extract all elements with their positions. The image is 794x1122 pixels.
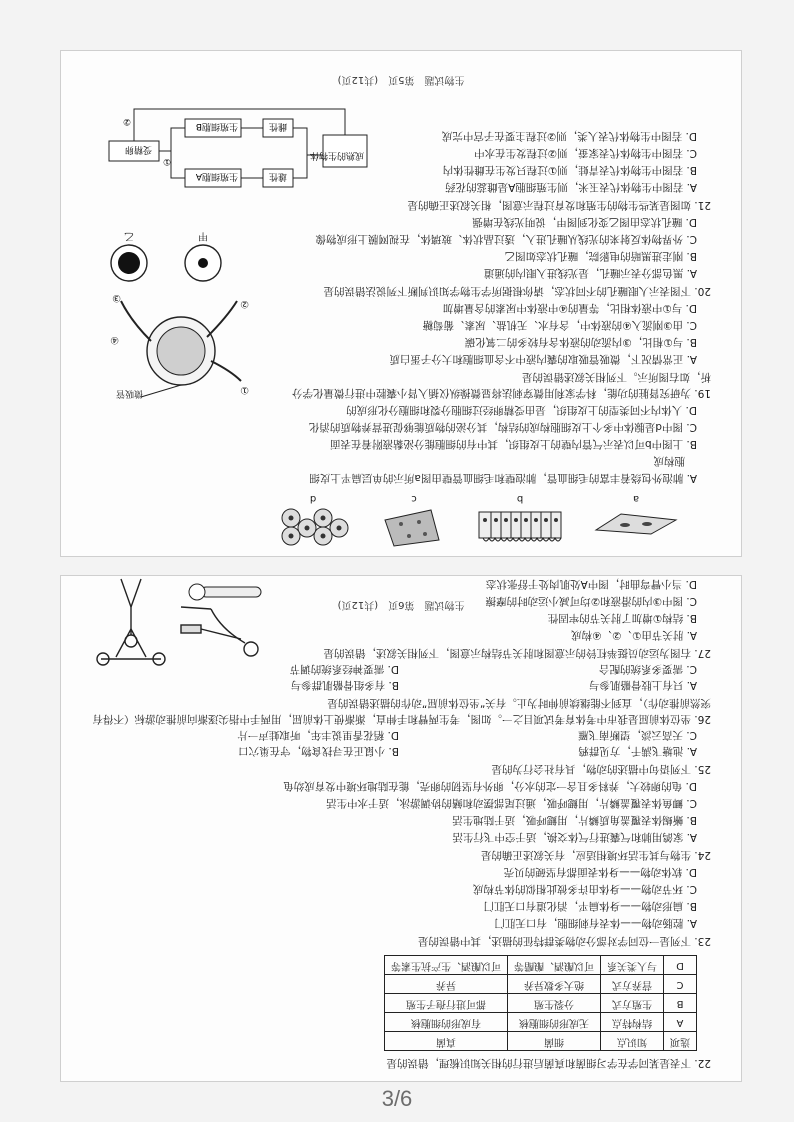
q19-option-d: D. 与①中液体相比，等量的④中液体中尿素的含量增加 bbox=[442, 302, 697, 314]
q26-option-a: A. 只有上肢骨骼肌参与 bbox=[588, 679, 697, 691]
pupil-label-jia: 甲 bbox=[198, 230, 208, 241]
table-row bbox=[385, 975, 697, 994]
flow-organism: 成熟的生物体 bbox=[309, 150, 364, 160]
table-cell: 可以酿酒、酿醋等 bbox=[508, 956, 601, 975]
nephron-label-4: ④ bbox=[110, 334, 119, 345]
q24-stem: 24. 生物与其生活环境相适应，有关叙述正确的是 bbox=[480, 849, 711, 861]
table-cell: 有成形的细胞核 bbox=[385, 1013, 508, 1032]
flow-mark-1: ① bbox=[162, 156, 171, 166]
cell-figure-b bbox=[475, 490, 565, 546]
table-row bbox=[385, 994, 697, 1013]
cell-label-b: b bbox=[516, 493, 524, 504]
q18-option-a-cont: 胞构成 bbox=[653, 455, 685, 467]
table-cell: 都可进行孢子生殖 bbox=[385, 994, 508, 1013]
q26-stem: 26. 坐位体前屈是我市中考体育考试项目之一。如图，考生两臂和手伸直，渐渐使上体前屈，用两手中指尖逐渐向前推动游标（不得有突然前推动作），直到不能继续前伸时为止。有关“坐位体前屈”动作的描述错误的是 bbox=[92, 697, 711, 725]
q20-option-d: D. 瞳孔状态由图乙变化到图甲，说明光线在增强 bbox=[472, 216, 697, 228]
q24-option-b: B. 蜥蜴体表覆盖角质鳞片，用鳃呼吸，适于陆地生活 bbox=[452, 814, 697, 826]
cell-figure-d bbox=[273, 490, 353, 550]
q21-stem: 21. 如图是某些生物的生殖和发育过程示意图，相关叙述正确的是 bbox=[407, 199, 711, 211]
q23-stem: 23. 下列是一位同学对部分动物类群特征的描述，其中错误的是 bbox=[417, 935, 711, 947]
q27-stem: 27. 右图为运动员挺举杠铃的示意图和肘关节结构示意图，下列相关叙述，错误的是 bbox=[323, 647, 711, 659]
micropipette-label: 微吸管 bbox=[115, 388, 143, 398]
table-header-cell: 知识点 bbox=[601, 1032, 664, 1051]
q22-table bbox=[384, 955, 697, 1051]
q27-option-c: C. 图中③内的滑液和②均可减小运动时的摩擦 bbox=[485, 595, 697, 607]
table-cell: 异养 bbox=[385, 975, 508, 994]
q27-option-d: D. 当小臂弯曲时，图中A处肌肉处于舒张状态 bbox=[486, 578, 697, 590]
q25-option-c: C. 天高云淡，望断南飞雁 bbox=[577, 729, 697, 741]
table-cell: 无成形的细胞核 bbox=[508, 1013, 601, 1032]
q18-option-b: B. 上图中b可以表示气管内壁的上皮组织，其中有的细胞能分泌黏液附着在表面 bbox=[329, 438, 697, 450]
pupil-figure bbox=[91, 227, 241, 283]
q20-option-b: B. 刚走进黑暗的电影院，瞳孔状态如图乙 bbox=[504, 250, 697, 262]
q25-option-b: B. 小鼠正在寻找食物，守在巢穴口 bbox=[238, 745, 399, 757]
table-cell: C bbox=[664, 975, 697, 994]
nephron-label-1: ① bbox=[240, 384, 249, 395]
page-footer-6: 生物试题 第6页 (共12页) bbox=[337, 599, 465, 610]
q19-option-a: A. 正常情况下，微吸管吸取的囊内液中不含血细胞和大分子蛋白质 bbox=[389, 353, 697, 365]
q27-option-b: B. 结构①增加了肘关节的牢固性 bbox=[547, 612, 697, 624]
flow-female: 雌性 bbox=[268, 121, 287, 131]
flow-mark-2: ② bbox=[122, 116, 131, 126]
rotated-content-page-5 bbox=[61, 51, 741, 556]
q26-option-d: D. 需要神经系统的调节 bbox=[289, 663, 399, 675]
epithelium-figures bbox=[91, 490, 681, 544]
q21-option-a: A. 若图中生物体代表玉米，则生殖细胞A是雌蕊的花药 bbox=[445, 181, 697, 193]
table-cell: A bbox=[664, 1013, 697, 1032]
q27-option-a: A. 肘关节由①、②、④构成 bbox=[571, 629, 697, 641]
table-cell: D bbox=[664, 956, 697, 975]
flow-cell-b: 生殖细胞B bbox=[195, 121, 238, 131]
q23-option-d: D. 软体动物——身体表面都有坚硬的贝壳 bbox=[503, 866, 697, 878]
q26-option-b: B. 有多组骨骼肌群参与 bbox=[290, 679, 399, 691]
rotated-content-page-6 bbox=[61, 576, 741, 1081]
page-counter: 3/6 bbox=[381, 1086, 413, 1111]
table-cell: 分裂生殖 bbox=[508, 994, 601, 1013]
table-header-cell: 细菌 bbox=[508, 1032, 601, 1051]
table-cell: 结构特点 bbox=[601, 1013, 664, 1032]
q20-stem: 20. 下图表示人眼瞳孔的不同状态，请你根据所学生物学知识判断下列说法错误的是 bbox=[323, 285, 711, 297]
q21-option-d: D. 若图中生物体代表人类，则②过程主要在子宫中完成 bbox=[441, 130, 697, 142]
nephron-label-3: ③ bbox=[112, 292, 121, 303]
table-header-cell: 选项 bbox=[664, 1032, 697, 1051]
table-cell: 与人类关系 bbox=[601, 956, 664, 975]
pupil-yi bbox=[109, 227, 149, 283]
q24-option-d: D. 龟的卵较大，养料多且含一定的水分，卵外有坚韧的卵壳，能在陆地环境中发育成幼龟 bbox=[283, 780, 697, 792]
table-row bbox=[385, 956, 697, 975]
q21-option-c: C. 若图中生物体代表家蚕，则②过程发生在水中 bbox=[474, 147, 697, 159]
cell-label-a: a bbox=[632, 493, 640, 504]
flow-zygote: 受精卵 bbox=[124, 144, 152, 154]
q23-option-b: B. 扁形动物——身体扁平，消化道有口无肛门 bbox=[483, 900, 697, 912]
pupil-label-yi: 乙 bbox=[124, 230, 134, 241]
q24-option-a: A. 家鸽用肺和气囊进行气体交换，适于空中飞行生活 bbox=[452, 831, 697, 843]
pupil-jia bbox=[183, 227, 223, 283]
table-header-cell: 真菌 bbox=[385, 1032, 508, 1051]
q21-option-b: B. 若图中生物体代表青蛙，则①过程只发生在雌性体内 bbox=[442, 164, 697, 176]
q23-option-c: C. 环节动物——身体由许多彼此相似的体节构成 bbox=[472, 883, 697, 895]
q18-option-d: D. 人体内不同类型的上皮组织，是由受精卵经过细胞分裂和细胞分化形成的 bbox=[346, 404, 697, 416]
q19-option-c: C. 由③刚流入④的液体中，含有水、无机盐、尿素、葡萄糖 bbox=[422, 319, 697, 331]
scan-page-6 bbox=[60, 575, 742, 1082]
cell-label-c: c bbox=[411, 493, 417, 504]
q22-stem: 22. 下表是某同学在学习细菌和真菌后进行的相关知识梳理，错误的是 bbox=[386, 1057, 711, 1069]
q20-option-a: A. 黑色部分表示瞳孔，是光线进入眼内的通道 bbox=[483, 267, 697, 279]
nephron-figure bbox=[101, 286, 251, 401]
q18-option-c: C. 图中d是腺体中多个上皮细胞构成的结构，其分泌的物质能够促进营养物质的消化 bbox=[308, 421, 697, 433]
q26-option-c: C. 需要多系统的配合 bbox=[598, 663, 697, 675]
page-footer-5: 生物试题 第5页 (共12页) bbox=[337, 74, 465, 85]
cell-figure-c bbox=[379, 490, 449, 550]
table-row bbox=[385, 1013, 697, 1032]
q18-option-a: A. 肺泡外包绕着丰富的毛细血管，肺泡壁和毛细血管壁由图a所示的单层扁平上皮细 bbox=[309, 472, 697, 484]
table-cell: 生殖方式 bbox=[601, 994, 664, 1013]
cell-label-d: d bbox=[309, 493, 317, 504]
q25-stem: 25. 下列语句中描述的动物，具有社会行为的是 bbox=[491, 763, 711, 775]
q25-option-a: A. 池塘飞满千，方见群鸦 bbox=[578, 745, 697, 757]
weightlifter-figure bbox=[97, 579, 165, 665]
table-cell: 可以酿酒、生产抗生素等 bbox=[385, 956, 508, 975]
cell-figure-a bbox=[591, 490, 681, 542]
table-cell: 营养方式 bbox=[601, 975, 664, 994]
nephron-label-2: ② bbox=[240, 298, 249, 309]
table-cell: B bbox=[664, 994, 697, 1013]
table-header-row bbox=[385, 1032, 697, 1051]
scan-page-5 bbox=[60, 50, 742, 557]
q24-option-c: C. 鲫鱼体表覆盖鳞片，用鳃呼吸，通过尾部摆动和鳍的协调游泳，适于水中生活 bbox=[325, 797, 697, 809]
exercise-figures bbox=[91, 575, 281, 669]
q19-stem: 19. 为研究肾脏的功能，科学家利用微穿刺法将显微操纵仪插入肾小囊腔中进行微量化学分析，如右图所示。下列相关叙述错误的是 bbox=[291, 371, 711, 399]
sit-and-reach-figure bbox=[181, 607, 258, 656]
flow-cell-a: 生殖细胞A bbox=[195, 171, 238, 181]
reproduction-flow-diagram bbox=[101, 105, 371, 195]
flow-male: 雄性 bbox=[268, 171, 287, 181]
table-cell: 绝大多数异养 bbox=[508, 975, 601, 994]
q20-option-c: C. 外界物体反射来的光线从瞳孔进入，透过晶状体、玻璃体，在视网膜上形成物像 bbox=[315, 233, 697, 245]
q19-option-b: B. 与①相比，③内流动的液体含有较多的二氧化碳 bbox=[464, 336, 697, 348]
q25-option-d: D. 稻花香里说丰年，听取蛙声一片 bbox=[237, 729, 399, 741]
q23-option-a: A. 腔肠动物——体表有刺细胞，有口无肛门 bbox=[494, 917, 697, 929]
